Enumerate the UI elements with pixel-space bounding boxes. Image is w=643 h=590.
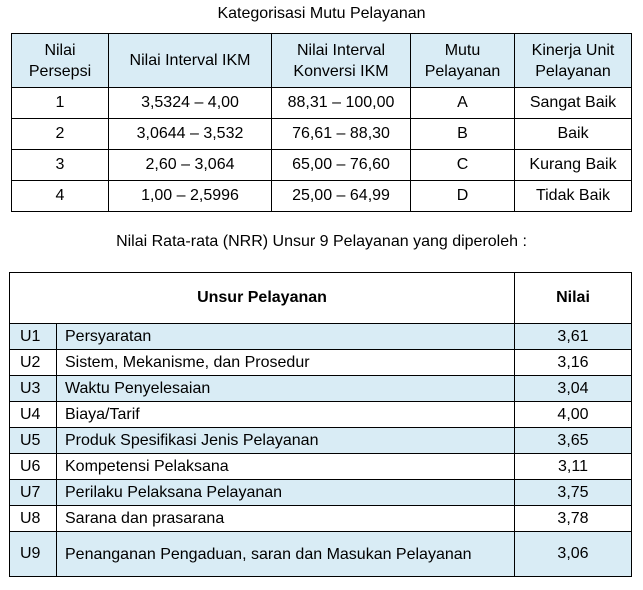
cell-interval-ikm: 2,60 – 3,064 <box>109 150 272 181</box>
cell-kinerja: Sangat Baik <box>515 88 632 119</box>
cell-persepsi: 2 <box>12 119 109 150</box>
header-mutu-pelayanan <box>411 34 515 88</box>
unsur-code: U9 <box>10 532 57 577</box>
table-row <box>10 428 632 454</box>
header-line: Pelayanan <box>535 62 611 80</box>
header-nilai-interval-ikm <box>109 34 272 88</box>
header-line: Pelayanan <box>424 62 501 80</box>
table-row <box>10 480 632 506</box>
table-row <box>12 119 632 150</box>
unsur-code: U1 <box>10 324 57 350</box>
cell-persepsi: 4 <box>12 181 109 212</box>
quality-category-table <box>11 33 632 212</box>
unsur-name: Sarana dan prasarana <box>57 506 515 532</box>
unsur-value: 3,16 <box>515 350 632 376</box>
header-line: Nilai Interval IKM <box>129 52 251 69</box>
unsur-code: U4 <box>10 402 57 428</box>
cell-interval-konversi: 88,31 – 100,00 <box>272 88 411 119</box>
cell-kinerja: Baik <box>515 119 632 150</box>
unsur-name: Produk Spesifikasi Jenis Pelayanan <box>57 428 515 454</box>
cell-interval-ikm: 3,0644 – 3,532 <box>109 119 272 150</box>
unsur-code: U8 <box>10 506 57 532</box>
table2-header-row <box>10 273 632 324</box>
cell-mutu: B <box>411 119 515 150</box>
table-row <box>10 532 632 577</box>
unsur-code: U3 <box>10 376 57 402</box>
cell-mutu: C <box>411 150 515 181</box>
unsur-value: 3,78 <box>515 506 632 532</box>
cell-mutu: A <box>411 88 515 119</box>
unsur-code: U7 <box>10 480 57 506</box>
header-unsur-pelayanan: Unsur Pelayanan <box>10 273 515 324</box>
table-row <box>10 350 632 376</box>
cell-interval-konversi: 76,61 – 88,30 <box>272 119 411 150</box>
unsur-code: U2 <box>10 350 57 376</box>
table-row <box>10 376 632 402</box>
table2-title: Nilai Rata-rata (NRR) Unsur 9 Pelayanan yang diperoleh : <box>116 233 527 250</box>
unsur-value: 3,11 <box>515 454 632 480</box>
header-kinerja-unit <box>515 34 632 88</box>
header-nilai-persepsi <box>12 34 109 88</box>
cell-persepsi: 3 <box>12 150 109 181</box>
table-row <box>10 454 632 480</box>
unsur-name: Kompetensi Pelaksana <box>57 454 515 480</box>
unsur-name: Waktu Penyelesaian <box>57 376 515 402</box>
unsur-code: U5 <box>10 428 57 454</box>
header-line: Nilai Interval <box>296 41 386 59</box>
header-line: Kinerja Unit <box>531 41 615 59</box>
cell-persepsi: 1 <box>12 88 109 119</box>
cell-interval-ikm: 1,00 – 2,5996 <box>109 181 272 212</box>
cell-kinerja: Kurang Baik <box>515 150 632 181</box>
unsur-name: Sistem, Mekanisme, dan Prosedur <box>57 350 515 376</box>
cell-mutu: D <box>411 181 515 212</box>
cell-interval-ikm: 3,5324 – 4,00 <box>109 88 272 119</box>
unsur-value: 3,04 <box>515 376 632 402</box>
table-row <box>12 181 632 212</box>
unsur-name: Persyaratan <box>57 324 515 350</box>
table-row <box>10 506 632 532</box>
header-nilai-interval-konversi <box>272 34 411 88</box>
cell-interval-konversi: 25,00 – 64,99 <box>272 181 411 212</box>
unsur-value: 3,61 <box>515 324 632 350</box>
table-row <box>12 88 632 119</box>
table-row <box>10 324 632 350</box>
unsur-name: Perilaku Pelaksana Pelayanan <box>57 480 515 506</box>
header-nilai: Nilai <box>515 273 632 324</box>
header-line: Nilai <box>44 41 76 59</box>
header-line: Persepsi <box>28 62 92 80</box>
unsur-value: 3,75 <box>515 480 632 506</box>
unsur-value: 3,65 <box>515 428 632 454</box>
cell-kinerja: Tidak Baik <box>515 181 632 212</box>
header-line: Konversi IKM <box>293 62 389 80</box>
unsur-name: Penanganan Pengaduan, saran dan Masukan Pelayanan <box>57 532 515 577</box>
table-row <box>12 150 632 181</box>
table-row <box>10 402 632 428</box>
unsur-name: Biaya/Tarif <box>57 402 515 428</box>
unsur-code: U6 <box>10 454 57 480</box>
table1-title: Kategorisasi Mutu Pelayanan <box>217 5 426 22</box>
service-element-table <box>9 272 632 577</box>
table1-header-row <box>12 34 632 88</box>
unsur-value: 3,06 <box>515 532 632 577</box>
unsur-value: 4,00 <box>515 402 632 428</box>
header-line: Mutu <box>444 41 481 59</box>
cell-interval-konversi: 65,00 – 76,60 <box>272 150 411 181</box>
